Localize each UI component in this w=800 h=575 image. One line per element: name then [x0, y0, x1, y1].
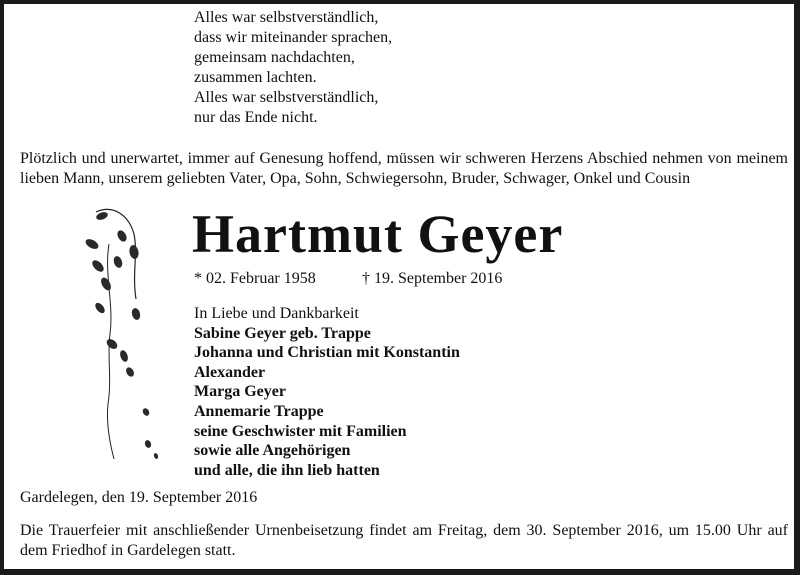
mourner: Annemarie Trappe	[194, 402, 324, 420]
mourners-list	[194, 304, 460, 480]
obituary-notice	[4, 4, 794, 569]
poem-line: dass wir miteinander sprachen,	[194, 29, 393, 46]
mourner: Johanna und Christian mit Konstantin	[194, 344, 460, 362]
poem	[194, 8, 392, 128]
mourners-intro: In Liebe und Dankbarkeit	[194, 305, 359, 322]
mourner: Alexander	[194, 363, 266, 381]
intro-text: Plötzlich und unerwartet, immer auf Genesung hoffend, müssen wir schweren Herzens Abschied nehmen von meinem lieben Mann, unserem geliebten Vater, Opa, Sohn, Schwiegersohn, Bruder, Schwager, Onkel und Cousin	[20, 150, 788, 187]
deceased-name: Hartmut Geyer	[192, 204, 564, 264]
poem-line: gemeinsam nachdachten,	[194, 49, 355, 66]
mourner: Marga Geyer	[194, 383, 286, 401]
poem-line: Alles war selbstverständlich,	[194, 89, 379, 106]
poem-line: nur das Ende nicht.	[194, 109, 318, 126]
birth-date: * 02. Februar 1958	[194, 270, 316, 287]
mourner: sowie alle Angehörigen	[194, 442, 351, 460]
funeral-info: Die Trauerfeier mit anschließender Urnenbeisetzung findet am Freitag, dem 30. September 2016, um 15.00 Uhr auf dem Friedhof in Gardelegen statt.	[20, 522, 788, 559]
death-date: † 19. September 2016	[362, 270, 503, 287]
mourner: seine Geschwister mit Familien	[194, 422, 407, 440]
mourner: Sabine Geyer geb. Trappe	[194, 324, 371, 342]
place-date: Gardelegen, den 19. September 2016	[20, 489, 258, 506]
mourner: und alle, die ihn lieb hatten	[194, 461, 380, 479]
poem-line: Alles war selbstverständlich,	[194, 9, 379, 26]
birch-branch-icon	[74, 204, 164, 464]
poem-line: zusammen lachten.	[194, 69, 317, 86]
